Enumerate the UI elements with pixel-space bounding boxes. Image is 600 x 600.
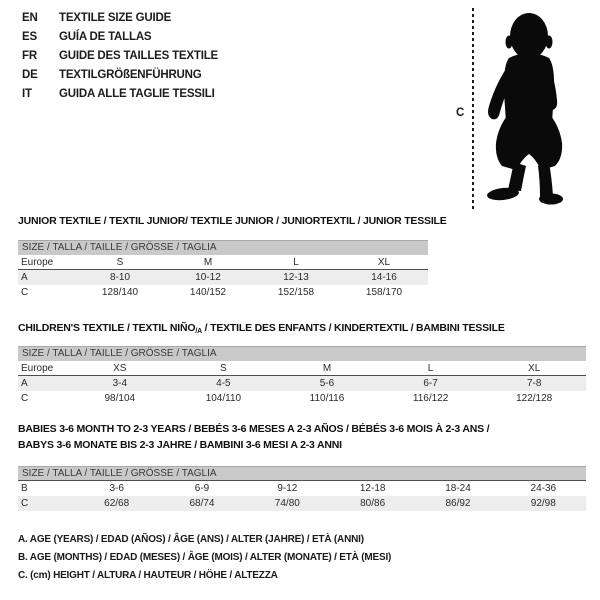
value-cell: 3-4 (112, 378, 128, 389)
size-cell: M (203, 257, 213, 268)
language-code: ES (22, 31, 37, 43)
value-cell: 7-8 (526, 378, 542, 389)
value-cell: 152/158 (277, 287, 315, 298)
size-cell: S (220, 363, 227, 374)
babies-size-table (18, 466, 586, 511)
babies-section-title (18, 421, 578, 453)
babies-title-line2: BABYS 3-6 MONATE BIS 2-3 JAHRE / BAMBINI 3-6 MESI A 2-3 ANNI (18, 439, 342, 451)
table-row-europe (18, 361, 586, 376)
value-cell: 12-13 (283, 272, 309, 283)
language-title: TEXTILE SIZE GUIDE (59, 12, 172, 24)
junior-size-table (18, 240, 428, 300)
value-cell: 10-12 (195, 272, 221, 283)
table-row-a (18, 270, 428, 285)
language-row-fr (22, 47, 218, 66)
value-cell: 74/80 (274, 498, 300, 509)
value-cell: 9-12 (277, 483, 298, 494)
language-row-es (22, 28, 218, 47)
value-cell: 4-5 (216, 378, 231, 389)
value-cell: 128/140 (101, 287, 139, 298)
value-cell: 92/98 (530, 498, 556, 509)
value-cell: 14-16 (371, 272, 397, 283)
value-cell: 24-36 (530, 483, 557, 494)
babies-title-line1: BABIES 3-6 MONTH TO 2-3 YEARS / BEBÉS 3-6 MESES A 2-3 AÑOS / BÉBÉS 3-6 MOIS À 2-3 ANS / (18, 423, 490, 435)
legend-line-b: B. AGE (MONTHS) / EDAD (MESES) / ÂGE (MOIS) / ALTER (MONATE) / ETÀ (MESI) (18, 552, 392, 563)
table-row-b (18, 481, 586, 496)
size-cell: L (293, 257, 299, 268)
table-row-europe (18, 255, 428, 270)
value-cell: 62/68 (104, 498, 130, 509)
value-cell: 98/104 (104, 393, 136, 404)
language-code: IT (22, 88, 32, 100)
value-cell: 12-18 (359, 483, 386, 494)
language-title-list (22, 9, 218, 104)
row-label: C (21, 498, 29, 509)
table-row-a (18, 376, 586, 391)
language-row-en (22, 9, 218, 28)
value-cell: 110/116 (309, 393, 345, 404)
children-title-sub: /A (195, 328, 202, 335)
language-code: EN (22, 12, 38, 24)
toddler-silhouette (481, 10, 569, 206)
language-code: DE (22, 69, 38, 81)
junior-section-title: JUNIOR TEXTILE / TEXTIL JUNIOR/ TEXTILE JUNIOR / JUNIORTEXTIL / JUNIOR TESSILE (18, 215, 447, 227)
language-title: GUIDE DES TAILLES TEXTILE (59, 50, 218, 62)
value-cell: 6-7 (423, 378, 438, 389)
children-section-title (18, 320, 578, 340)
language-row-de (22, 66, 218, 85)
size-cell: M (322, 363, 332, 374)
children-title-main: CHILDREN'S TEXTILE / TEXTIL NIÑO (18, 322, 196, 334)
size-cell: S (116, 257, 124, 268)
row-label: A (21, 272, 28, 283)
height-measure-label: C (456, 107, 465, 119)
table-row-c (18, 285, 428, 300)
value-cell: 80/86 (360, 498, 386, 509)
row-label: B (21, 483, 28, 494)
value-cell: 104/110 (205, 393, 242, 404)
table-row-c (18, 496, 586, 511)
value-cell: 18-24 (445, 483, 471, 494)
value-cell: 6-9 (194, 483, 210, 494)
value-cell: 5-6 (319, 378, 335, 389)
value-cell: 140/152 (189, 287, 227, 298)
language-title: GUIDA ALLE TAGLIE TESSILI (59, 88, 215, 100)
children-title-rest: / TEXTILE DES ENFANTS / KINDERTEXTIL / BAMBINI TESSILE (201, 322, 505, 334)
row-label: A (21, 378, 28, 389)
size-header-bar: SIZE / TALLA / TAILLE / GRÖSSE / TAGLIA (18, 466, 586, 481)
measurement-legend (18, 531, 391, 585)
row-label: C (21, 287, 29, 298)
size-cell: XL (377, 257, 391, 268)
size-cell: XL (528, 363, 541, 374)
language-title: GUÍA DE TALLAS (59, 31, 152, 43)
value-cell: 116/122 (412, 393, 449, 404)
size-header-bar: SIZE / TALLA / TAILLE / GRÖSSE / TAGLIA (18, 240, 428, 255)
height-measure-dashed-line (472, 8, 474, 209)
language-title: TEXTILGRÖßENFÜHRUNG (59, 69, 202, 81)
legend-line-c: C. (cm) HEIGHT / ALTURA / HAUTEUR / HÖHE / ALTEZZA (18, 570, 278, 581)
children-size-table (18, 346, 586, 406)
legend-line-a: A. AGE (YEARS) / EDAD (AÑOS) / ÂGE (ANS) / ALTER (JAHRE) / ETÀ (ANNI) (18, 534, 364, 545)
size-header-bar: SIZE / TALLA / TAILLE / GRÖSSE / TAGLIA (18, 346, 586, 361)
value-cell: 8-10 (109, 272, 130, 283)
language-row-it (22, 85, 218, 104)
value-cell: 122/128 (516, 393, 553, 404)
value-cell: 3-6 (109, 483, 124, 494)
value-cell: 68/74 (189, 498, 215, 509)
value-cell: 158/170 (365, 287, 403, 298)
row-label: C (21, 393, 29, 404)
language-code: FR (22, 50, 37, 62)
size-cell: XS (113, 363, 127, 374)
row-label: Europe (21, 257, 54, 268)
table-row-c (18, 391, 586, 406)
value-cell: 86/92 (445, 498, 471, 509)
size-cell: L (427, 363, 434, 374)
row-label: Europe (21, 363, 54, 374)
